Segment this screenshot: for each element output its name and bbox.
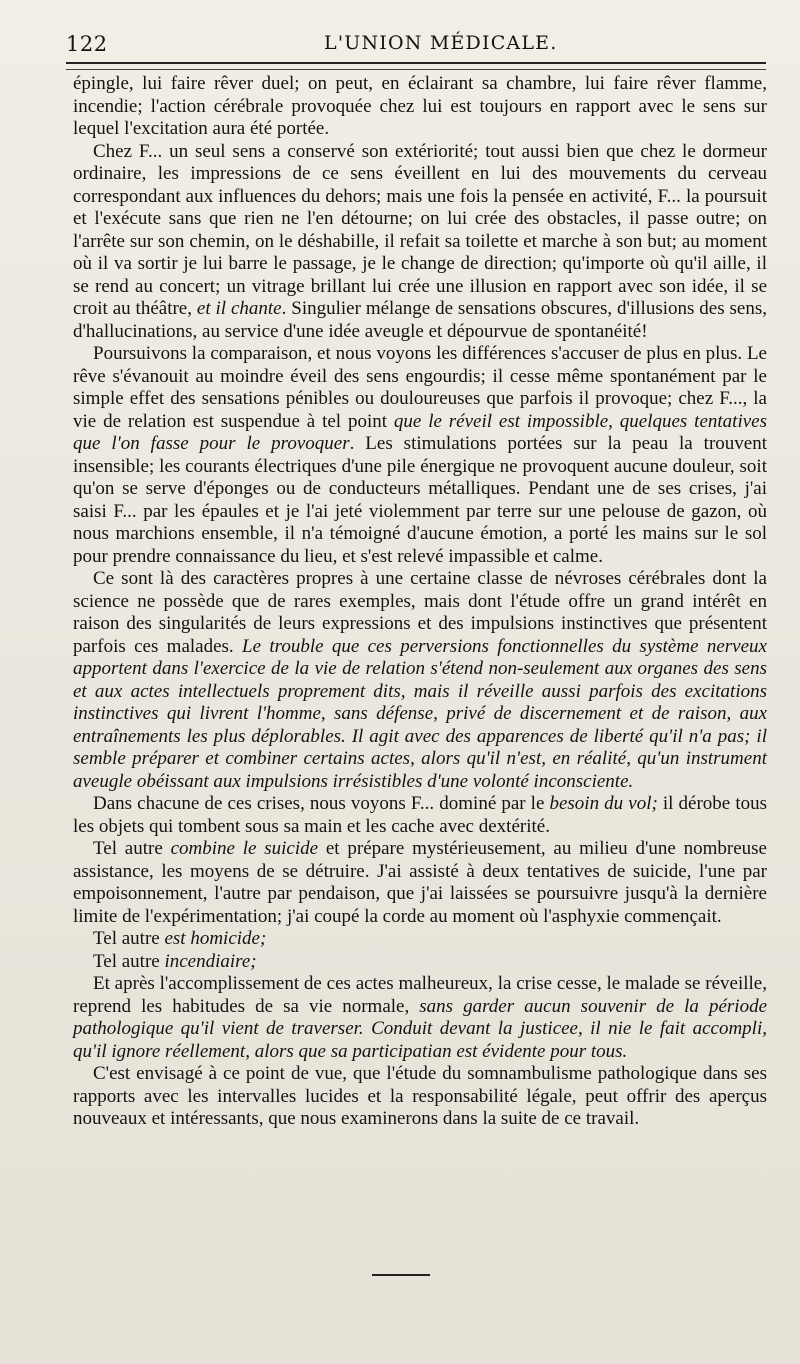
paragraph-5-end: il dérobe tous les objets qui tombent sous sa main et les cache avec dextérité. (73, 793, 767, 837)
body-text (73, 73, 767, 1131)
paragraph-9-text: Et après l'accomplissement de ces actes malheureux, la crise cesse, le malade se réveille, reprend les habitudes de sa vie normale, (73, 973, 767, 1017)
header-rule-thin (66, 69, 766, 70)
paragraph-6-text: Tel autre (93, 838, 171, 859)
paragraph-5 (73, 793, 767, 838)
paragraph-8-italic: incendiaire; (164, 950, 257, 972)
paragraph-5-text: Dans chacune de ces crises, nous voyons F... dominé par le (93, 793, 550, 814)
paragraph-3-end: . Les stimulations portées sur la peau la trouvent insensible; les courants électriques d'une pile énergique ne provoquent aucune douleur, soit qu'on se serve d'éponges ou de conducteurs métalliques. Pendant une de ses crises, j'ai saisi F... par les épaules et je l'ai jeté violemment par terre sur une pelouse de gazon, où nous marchions ensemble, il n'a témoigné d'aucune émotion, a porté les mains sur le sol pour prendre connaissance du lieu, et s'est relevé impassible et calme. (73, 433, 767, 567)
paragraph-7-text: Tel autre (93, 928, 165, 949)
paragraph-5-italic: besoin du vol; (549, 793, 658, 814)
paragraph-3-italic: que le réveil est impossible, quelques tentatives que l'on fasse pour le provoquer (73, 410, 767, 454)
paragraph-2 (73, 141, 767, 344)
paragraph-6-end: et prépare mystérieusement, au milieu d'une nombreuse assistance, les moyens de se détruire. J'ai assisté à deux tentatives de suicide, l'une par empoisonnement, l'autre par pendaison, que j'ai laissées se poursuivre jusqu'à la dernière limite de l'expérimentation; j'ai coupé la corde au moment où l'asphyxie commençait. (73, 838, 767, 927)
paragraph-4-text: Ce sont là des caractères propres à une certaine classe de névroses cérébrales dont la science ne possède que de rares exemples, mais dont l'étude offre un grand intérêt en raison des singularités de leurs expressions et des impulsions instinctives que présentent parfois ces malades. (73, 568, 767, 657)
paragraph-7-italic: est homicide; (164, 928, 267, 949)
page-number: 122 (66, 32, 108, 56)
running-title: L'UNION MÉDICALE. (324, 32, 558, 54)
paragraph-3-text: Poursuivons la comparaison, et nous voyons les différences s'accuser de plus en plus. Le rêve s'évanouit au moindre éveil des sens engourdis; il cesse même spontanément par le simple effet des sensations pénibles ou douloureuses que parfois il provoque; chez F..., la vie de relation est suspendue à tel point (73, 343, 767, 432)
paragraph-6 (73, 838, 767, 928)
paragraph-4 (73, 568, 767, 793)
paragraph-8 (73, 951, 767, 974)
paragraph-2-text: Chez F... un seul sens a conservé son extériorité; tout aussi bien que chez le dormeur ordinaire, les impressions de ce sens éveillent en lui des mouvements du cerveau correspondant aux influences du dehors; mais une fois la pensée en activité, F... la poursuit et l'exécute sans que rien ne l'en détourne; on lui crée des obstacles, il passe outre; on l'arrête sur son chemin, on le déshabille, il refait sa toilette et marche à son but; au moment où il va sortir je lui barre le passage, je le change de direction; qu'importe où qu'il aille, il se rend au concert; un vitrage brillant lui crée une illusion en rapport avec son idée, il se croit au théâtre, (73, 140, 767, 319)
paragraph-6-italic: combine le suicide (170, 838, 319, 859)
paragraph-1: épingle, lui faire rêver duel; on peut, en éclairant sa chambre, lui faire rêver flamme, incendie; l'action cérébrale provoquée chez lui est toujours en rapport avec le sens sur lequel l'excitation aura été portée. (73, 73, 767, 139)
page-header (66, 30, 766, 60)
paragraph-2-end: . Singulier mélange de sensations obscures, d'illusions des sens, d'hallucinations, au service d'une idée aveugle et dépourvue de spontanéité! (73, 298, 767, 342)
paragraph-9-italic: sans garder aucun souvenir de la période pathologique qu'il vient de traverser. Conduit devant la justicee, il nie le fait accompli, qu'il ignore réellement, alors que sa participatian est évidente pour tous. (73, 995, 768, 1062)
footer-rule (372, 1274, 430, 1276)
paragraph-4-italic: Le trouble que ces perversions fonctionnelles du système nerveux apportent dans l'exercice de la vie de relation s'étend non-seulement aux organes des sens et aux actes intellectuels proprement dits, mais il réveille aussi parfois des excitations instinctives qui livrent l'homme, sans défense, privé de discernement et de raison, aux entraînements les plus déplorables. Il agit avec des apparences de liberté qu'il n'a pas; il semble préparer et combiner certains actes, alors qu'il n'est, en réalité, qu'un instrument aveugle obéissant aux impulsions irrésistibles d'une volonté inconsciente. (73, 635, 767, 792)
paragraph-3 (73, 343, 767, 568)
paragraph-10: C'est envisagé à ce point de vue, que l'étude du somnambulisme pathologique dans ses rapports avec les intervalles lucides et la responsabilité légale, peut offrir des aperçus nouveaux et intéressants, que nous examinerons dans la suite de ce travail. (73, 1063, 767, 1129)
header-rule (66, 62, 766, 64)
paragraph-2-italic: et il chante (196, 298, 282, 319)
paragraph-7 (73, 928, 767, 951)
paragraph-9 (73, 973, 767, 1063)
paragraph-8-text: Tel autre (93, 950, 165, 972)
